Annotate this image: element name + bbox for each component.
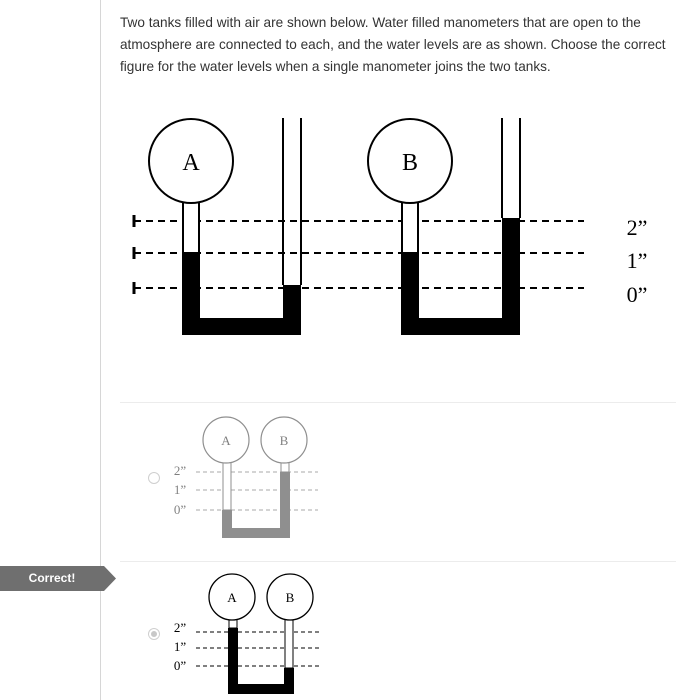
figure-label: 1” <box>173 482 187 497</box>
figure-label: B <box>279 433 289 448</box>
figure-label: 0” <box>173 658 187 673</box>
question-text: Two tanks filled with air are shown below. Water filled manometers that are open to the atmosphere are connected to each, and the water levels are as shown. Choose the correct figure for the water levels when a single manometer joins the two tanks. <box>120 15 666 74</box>
figure-label: 0” <box>173 502 187 517</box>
correct-feedback-label: Correct! <box>28 571 76 585</box>
level-label-1: 1” <box>626 248 648 273</box>
figure-label: B <box>285 590 295 605</box>
tank-a-label: A <box>182 150 200 176</box>
figure-label: A <box>221 433 231 448</box>
tank-b-label: B <box>401 150 419 176</box>
level-label-0: 0” <box>626 282 648 307</box>
figure-label: 1” <box>173 639 187 654</box>
level-label-2: 2” <box>626 215 648 240</box>
figure-label: 2” <box>173 620 187 635</box>
figure-label: 2” <box>173 463 187 478</box>
figure-label: A <box>227 590 237 605</box>
